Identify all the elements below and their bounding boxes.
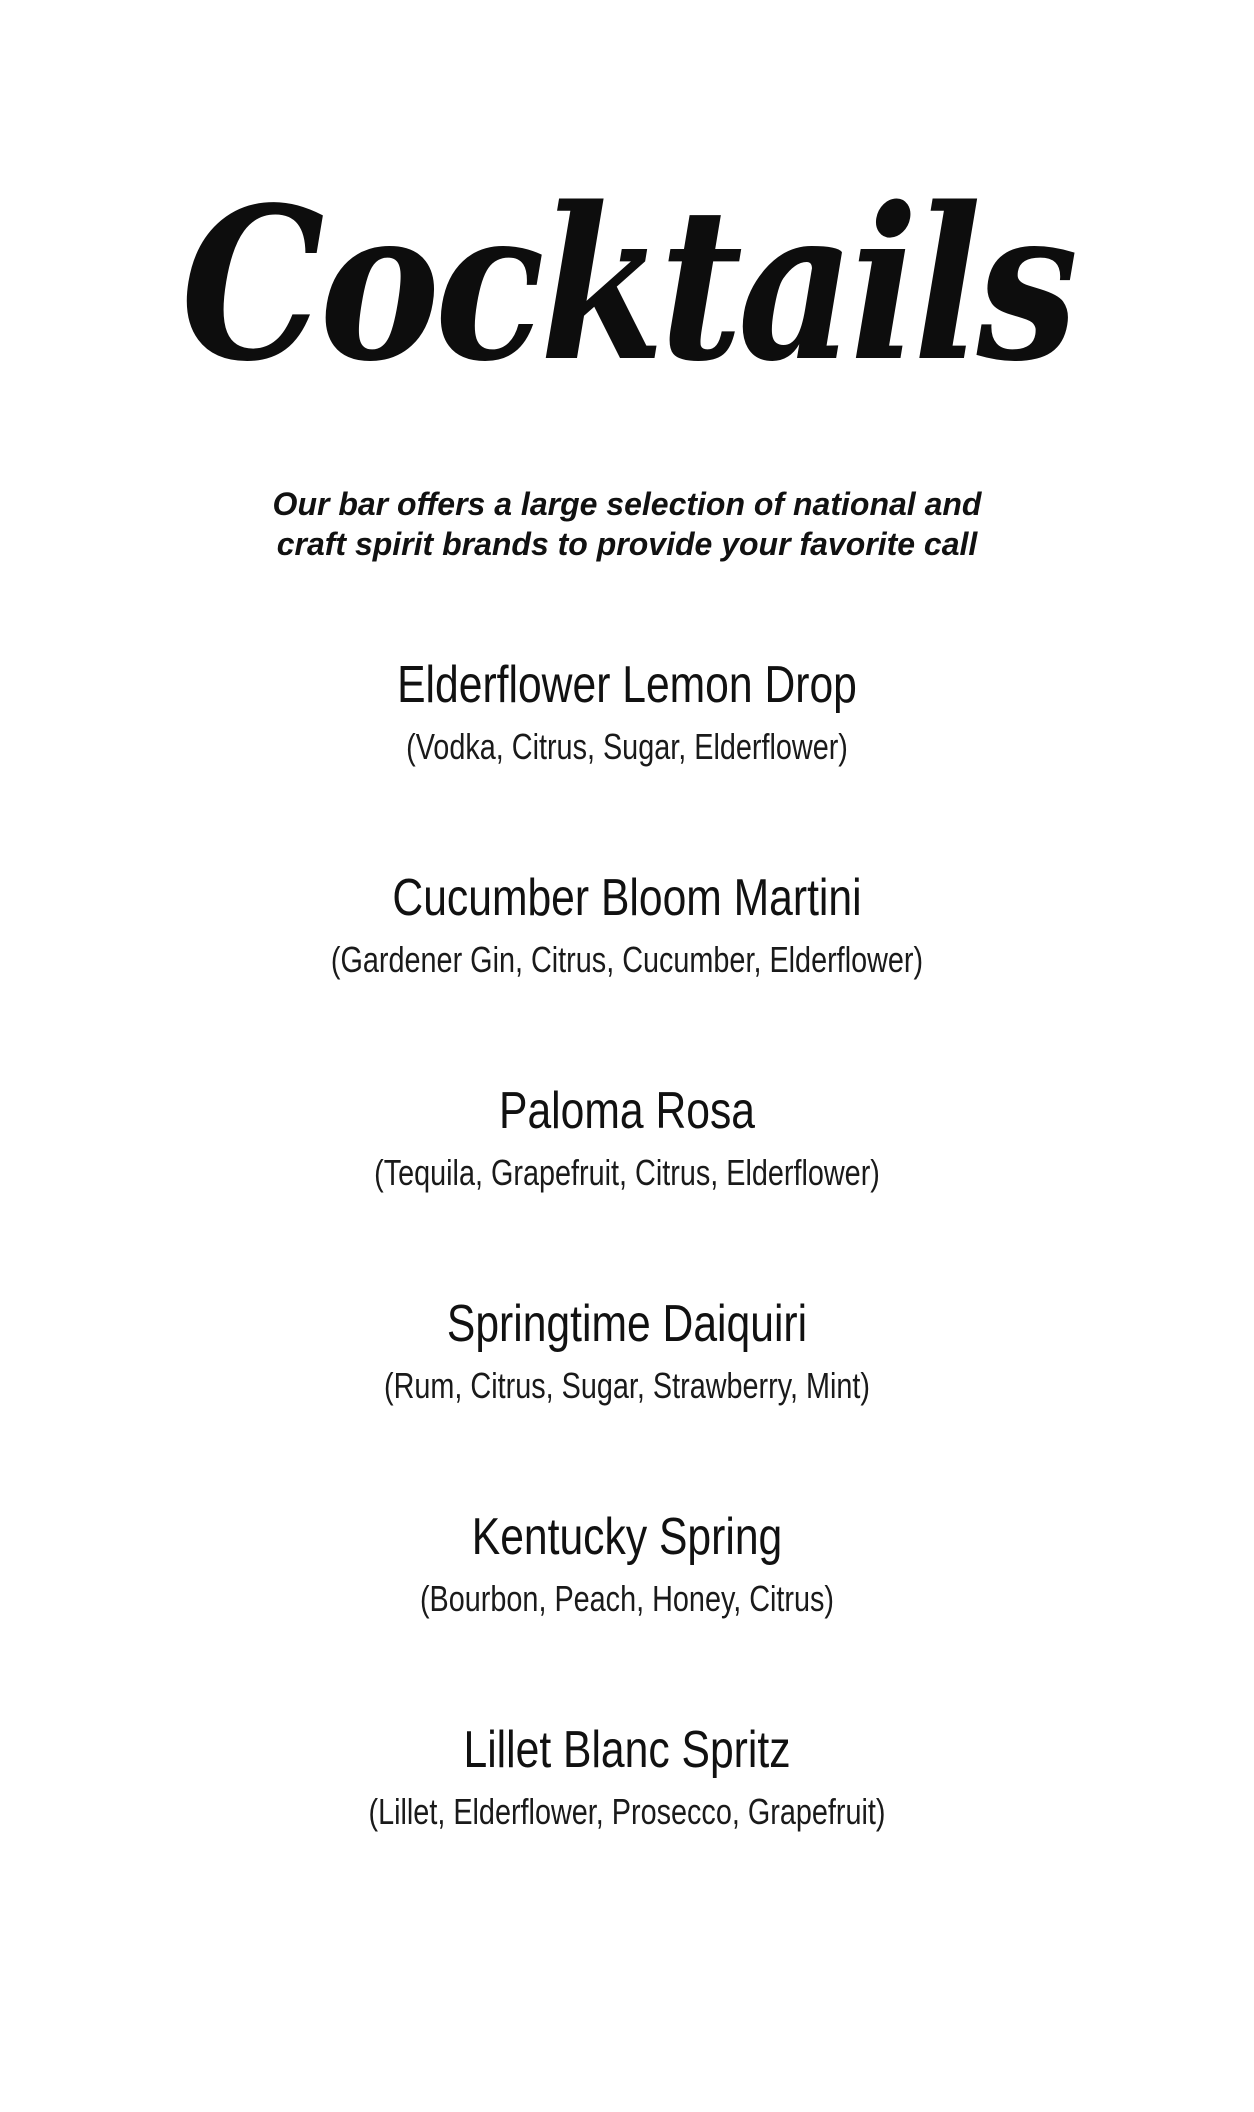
cocktail-item [0, 1502, 1254, 1715]
cocktail-ingredients: (Tequila, Grapefruit, Citrus, Elderflower) [374, 1152, 880, 1193]
cocktail-item [0, 1076, 1254, 1289]
cocktail-ingredients: (Lillet, Elderflower, Prosecco, Grapefruit) [368, 1791, 886, 1832]
cocktail-name: Elderflower Lemon Drop [397, 656, 857, 714]
cocktail-item [0, 650, 1254, 863]
cocktail-name: Paloma Rosa [499, 1082, 755, 1140]
cocktail-item [0, 1289, 1254, 1502]
cocktail-ingredients: (Gardener Gin, Citrus, Cucumber, Elderflower) [330, 939, 924, 980]
cocktail-name: Lillet Blanc Spritz [463, 1721, 791, 1779]
cocktail-ingredients: (Vodka, Citrus, Sugar, Elderflower) [406, 726, 848, 767]
cocktail-name: Kentucky Spring [471, 1508, 783, 1566]
cocktail-name: Cucumber Bloom Martini [392, 869, 862, 927]
cocktail-item [0, 863, 1254, 1076]
cocktail-name: Springtime Daiquiri [446, 1295, 808, 1353]
cocktail-ingredients: (Bourbon, Peach, Honey, Citrus) [419, 1578, 835, 1619]
intro-line-1: Our bar offers a large selection of national and [272, 486, 982, 522]
cocktail-ingredients: (Rum, Citrus, Sugar, Strawberry, Mint) [384, 1365, 870, 1406]
menu-intro [0, 484, 1254, 564]
menu-title: Cocktails [180, 161, 1074, 408]
cocktail-list [0, 650, 1254, 1928]
intro-line-2: craft spirit brands to provide your favorite call [276, 526, 978, 562]
cocktail-item [0, 1715, 1254, 1928]
